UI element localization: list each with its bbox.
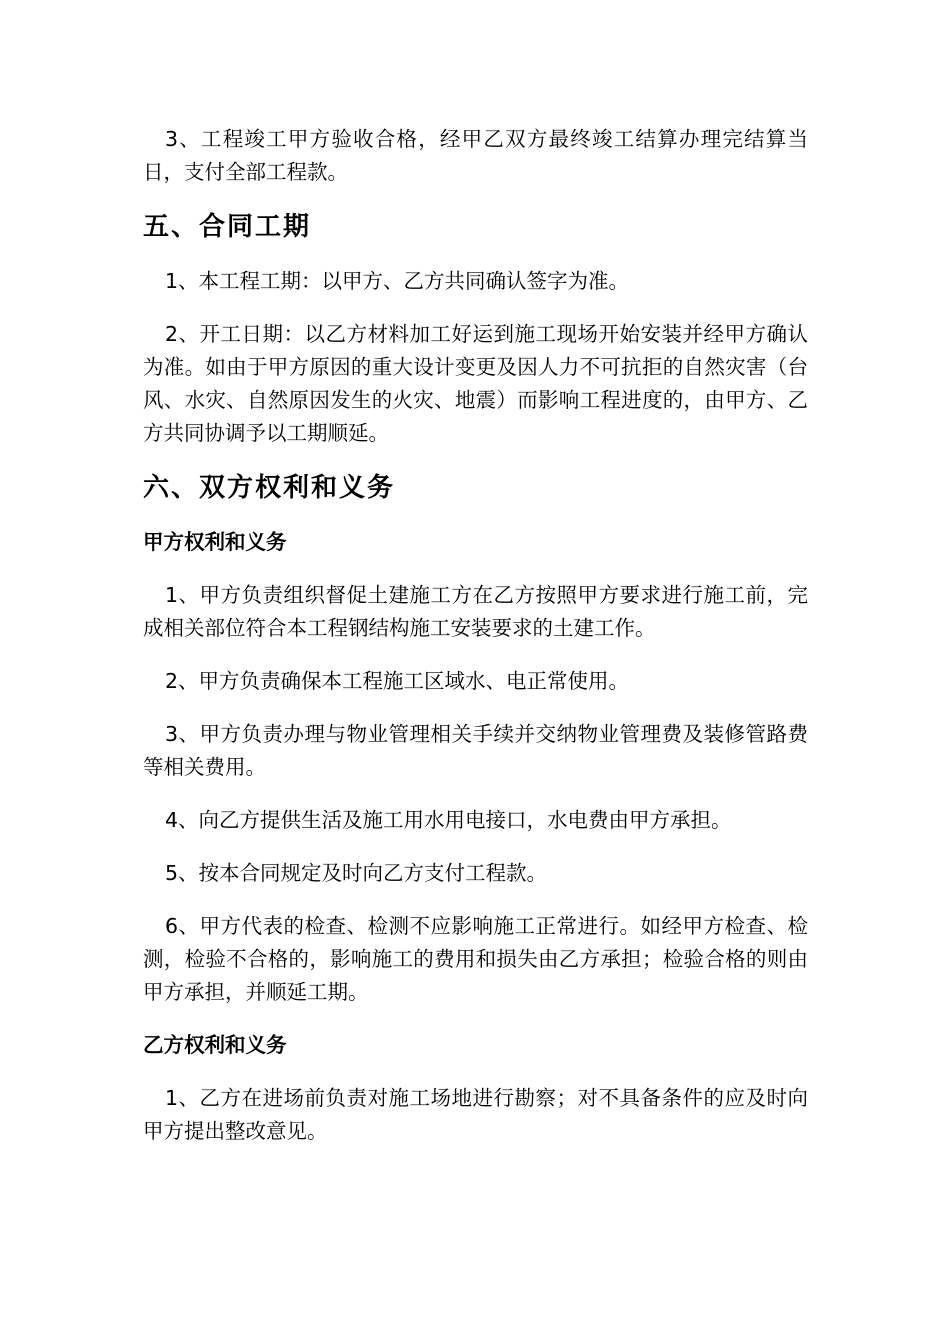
- section-5-title: 五、合同工期: [143, 212, 312, 242]
- section-6-title: 六、双方权利和义务: [143, 473, 396, 503]
- party-a-clause-1: 1、甲方负责组织督促土建施工方在乙方按照甲方要求进行施工前，完成相关部位符合本工程钢结构施工安装要求的土建工作。: [143, 583, 808, 640]
- party-a-clause-3: 3、甲方负责办理与物业管理相关手续并交纳物业管理费及装修管路费等相关费用。: [143, 722, 808, 779]
- party-b-clause-1: 1、乙方在进场前负责对施工场地进行勘察；对不具备条件的应及时向甲方提出整改意见。: [143, 1086, 808, 1143]
- party-a-clause-5: 5、按本合同规定及时向乙方支付工程款。: [165, 861, 548, 885]
- party-a-clause-4: 4、向乙方提供生活及施工用水用电接口，水电费由甲方承担。: [165, 808, 732, 832]
- party-a-subtitle: 甲方权利和义务: [143, 530, 287, 554]
- section-5-clause-1: 1、本工程工期：以甲方、乙方共同确认签字为准。: [165, 269, 630, 293]
- party-b-subtitle: 乙方权利和义务: [143, 1033, 287, 1057]
- document-page: [143, 123, 808, 1168]
- party-a-clause-6: 6、甲方代表的检查、检测不应影响施工正常进行。如经甲方检查、检测，检验不合格的，影响施工的费用和损失由乙方承担；检验合格的则由甲方承担，并顺延工期。: [143, 914, 808, 1004]
- section-5-clause-2: 2、开工日期：以乙方材料加工好运到施工现场开始安装并经甲方确认为准。如由于甲方原因的重大设计变更及因人力不可抗拒的自然灾害（台风、水灾、自然原因发生的火灾、地震）而影响工程进度的，由甲方、乙方共同协调予以工期顺延。: [143, 322, 808, 445]
- payment-clause-3: 3、工程竣工甲方验收合格，经甲乙双方最终竣工结算办理完结算当日，支付全部工程款。: [143, 127, 808, 184]
- party-a-clause-2: 2、甲方负责确保本工程施工区域水、电正常使用。: [165, 669, 630, 693]
